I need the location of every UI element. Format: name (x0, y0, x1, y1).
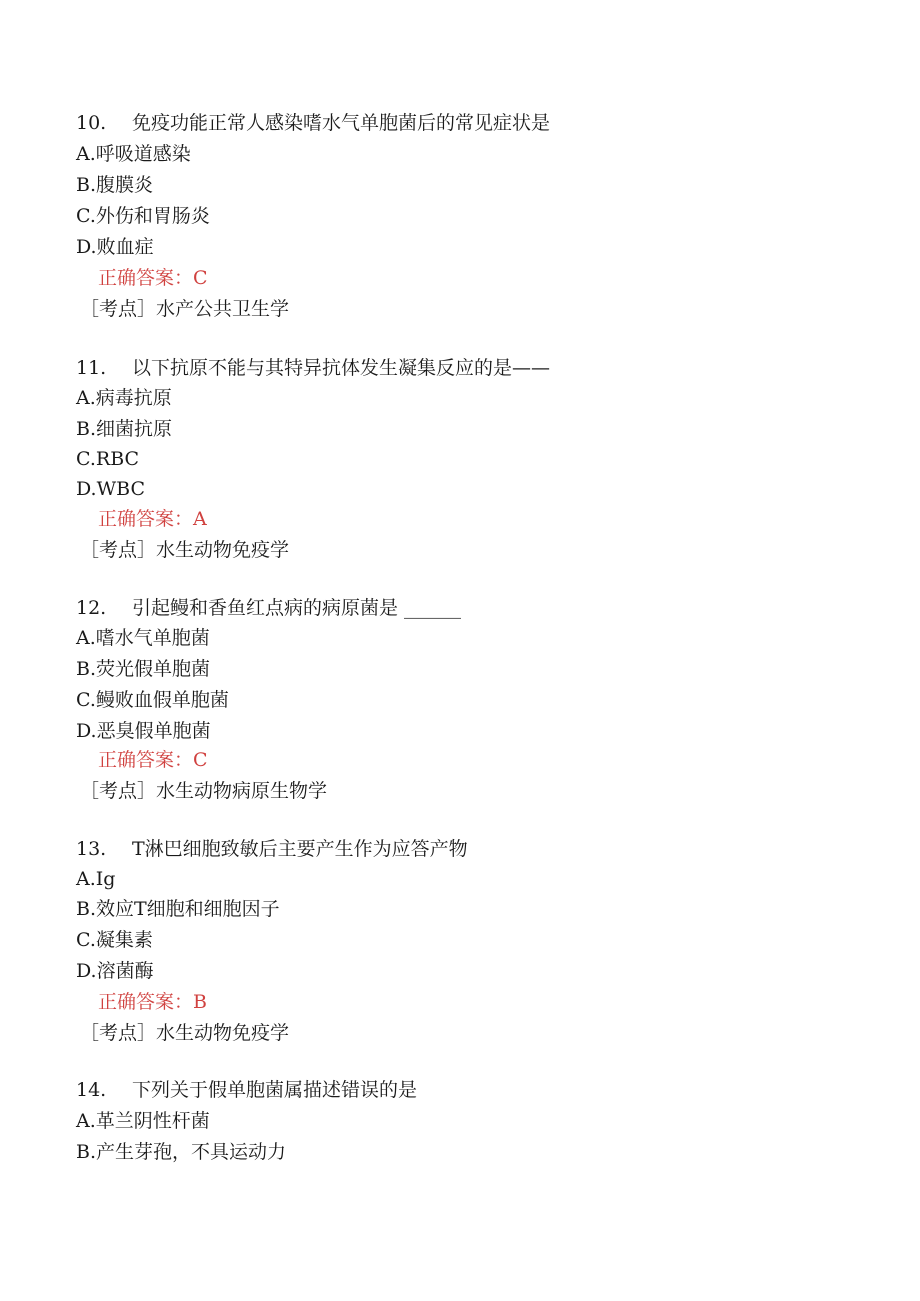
option-a: A.Ig (76, 868, 116, 890)
option-c: C.RBC (76, 448, 140, 470)
option-d: D.败血症 (76, 236, 154, 258)
option-c: C.外伤和胃肠炎 (76, 205, 210, 227)
option-b: B.荧光假单胞菌 (76, 658, 211, 680)
exam-point: ［考点］水产公共卫生学 (80, 298, 290, 320)
question-stem (76, 835, 468, 863)
question-number: 10. (76, 112, 107, 134)
option-d: D.WBC (76, 478, 145, 500)
exam-point: ［考点］水生动物免疫学 (80, 539, 290, 561)
option-b: B.腹膜炎 (76, 174, 154, 196)
option-c: C.鳗败血假单胞菌 (76, 689, 229, 711)
option-d: D.恶臭假单胞菌 (76, 720, 211, 742)
option-d: D.溶菌酶 (76, 960, 154, 982)
question-stem (76, 594, 461, 622)
question-number: 13. (76, 838, 107, 860)
option-a: A.革兰阴性杆菌 (76, 1110, 210, 1132)
option-b: B.效应T细胞和细胞因子 (76, 898, 280, 920)
question-stem (76, 354, 550, 382)
question-text: T淋巴细胞致敏后主要产生作为应答产物 (132, 838, 468, 860)
question-stem (76, 109, 550, 137)
option-b: B.产生芽孢，不具运动力 (76, 1141, 287, 1163)
option-a: A.嗜水气单胞菌 (76, 627, 210, 649)
option-a: A.呼吸道感染 (76, 143, 191, 165)
exam-point: ［考点］水生动物免疫学 (80, 1022, 290, 1044)
question-text: 免疫功能正常人感染嗜水气单胞菌后的常见症状是 (132, 112, 551, 134)
correct-answer: 正确答案：B (98, 991, 207, 1013)
question-stem (76, 1076, 417, 1104)
exam-point: ［考点］水生动物病原生物学 (80, 780, 328, 802)
option-c: C.凝集素 (76, 929, 153, 951)
correct-answer: 正确答案：A (98, 508, 207, 530)
question-number: 14. (76, 1079, 107, 1101)
option-a: A.病毒抗原 (76, 387, 172, 409)
correct-answer: 正确答案：C (98, 267, 208, 289)
question-text: 以下抗原不能与其特异抗体发生凝集反应的是—— (132, 357, 551, 379)
question-number: 12. (76, 597, 107, 619)
question-text: 引起鳗和香鱼红点病的病原菌是 ______ (132, 597, 462, 619)
question-text: 下列关于假单胞菌属描述错误的是 (132, 1079, 418, 1101)
option-b: B.细菌抗原 (76, 418, 173, 440)
correct-answer: 正确答案：C (98, 749, 208, 771)
question-number: 11. (76, 357, 107, 379)
